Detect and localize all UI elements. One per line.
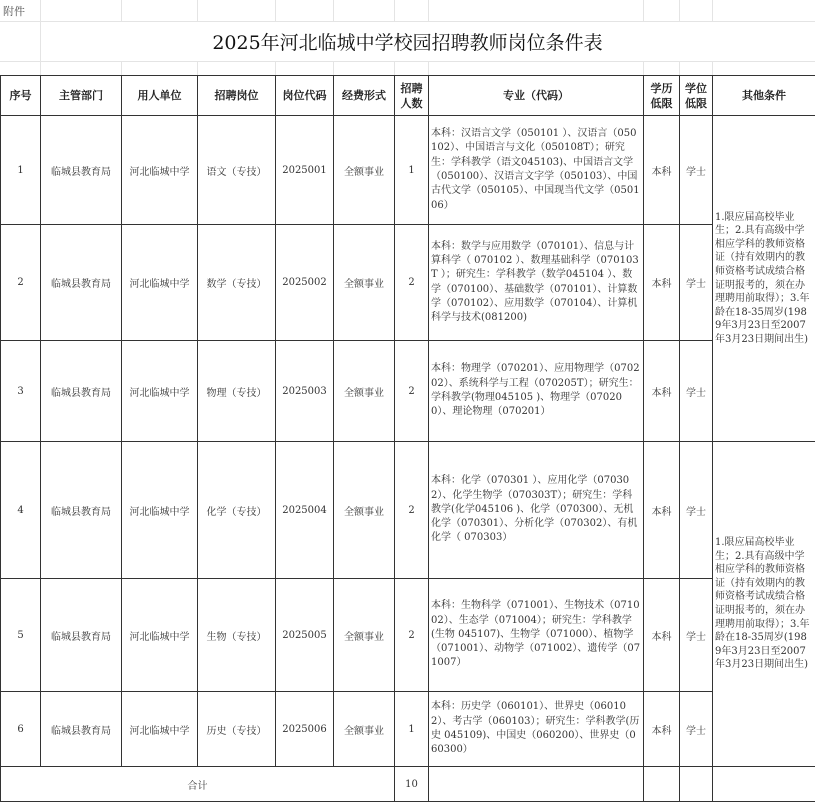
- gridline: [121, 0, 122, 21]
- header-major: 专业（代码）: [429, 76, 644, 116]
- gridline: [712, 61, 713, 75]
- cell-education: 本科: [644, 692, 680, 767]
- gridline: [712, 0, 713, 21]
- gridline: [121, 61, 122, 75]
- header-position: 招聘岗位: [198, 76, 276, 116]
- cell-position: 化学（专技）: [198, 442, 276, 579]
- total-major-empty: [429, 767, 644, 802]
- header-position-code: 岗位代码: [276, 76, 334, 116]
- total-label: 合计: [1, 767, 395, 802]
- cell-department: 临城县教育局: [41, 341, 122, 442]
- gridline: [428, 61, 429, 75]
- cell-seq: 5: [1, 579, 41, 692]
- gridline: [0, 61, 815, 62]
- total-other-empty: [713, 767, 815, 802]
- cell-degree: 学士: [680, 579, 713, 692]
- gridline: [197, 61, 198, 75]
- cell-employer: 河北临城中学: [122, 116, 198, 225]
- cell-department: 临城县教育局: [41, 579, 122, 692]
- cell-position: 生物（专技）: [198, 579, 276, 692]
- total-education-empty: [644, 767, 680, 802]
- header-headcount: 招聘人数: [395, 76, 429, 116]
- cell-headcount: 1: [395, 116, 429, 225]
- cell-position-code: 2025005: [276, 579, 334, 692]
- cell-employer: 河北临城中学: [122, 225, 198, 341]
- cell-degree: 学士: [680, 225, 713, 341]
- cell-seq: 6: [1, 692, 41, 767]
- header-funding: 经费形式: [334, 76, 395, 116]
- table-row: [1, 225, 815, 341]
- cell-education: 本科: [644, 579, 680, 692]
- cell-degree: 学士: [680, 116, 713, 225]
- cell-degree: 学士: [680, 442, 713, 579]
- cell-position: 语文（专技）: [198, 116, 276, 225]
- gridline: [333, 61, 334, 75]
- gridline: [394, 0, 395, 21]
- cell-employer: 河北临城中学: [122, 341, 198, 442]
- gridline: [275, 0, 276, 21]
- cell-funding: 全额事业: [334, 341, 395, 442]
- cell-seq: 1: [1, 116, 41, 225]
- cell-education: 本科: [644, 341, 680, 442]
- cell-degree: 学士: [680, 692, 713, 767]
- cell-position-code: 2025001: [276, 116, 334, 225]
- cell-funding: 全额事业: [334, 116, 395, 225]
- cell-department: 临城县教育局: [41, 442, 122, 579]
- cell-position-code: 2025002: [276, 225, 334, 341]
- cell-other-conditions: 1.限应届高校毕业生；2.具有高级中学相应学科的教师资格证（持有效期内的教师资格考试成绩合格证明报考的，须在办理聘用前取得）；3.年龄在18-35周岁(1989年3月23日至2007年3月23日期间出生): [713, 442, 815, 767]
- cell-funding: 全额事业: [334, 579, 395, 692]
- cell-major: 本科：物理学（070201）、应用物理学（070202）、系统科学与工程（070205T）；研究生：学科教学(物理045105 )、物理学（070200）、理论物理（070201）: [429, 341, 644, 442]
- cell-major: 本科：汉语言文学（050101 ）、汉语言（050102）、中国语言与文化（050108T）；研究生：学科教学（语文045103)、中国语言文学（050100）、汉语言文字学（050103）、中国古代文学（050105）、中国现当代文学（050106）: [429, 116, 644, 225]
- header-seq: 序号: [1, 76, 41, 116]
- cell-position-code: 2025006: [276, 692, 334, 767]
- header-employer: 用人单位: [122, 76, 198, 116]
- total-row: [1, 767, 815, 802]
- cell-education: 本科: [644, 116, 680, 225]
- table-row: [1, 116, 815, 225]
- cell-seq: 4: [1, 442, 41, 579]
- table-row: [1, 692, 815, 767]
- cell-major: 本科：化学（070301 ）、应用化学（070302）、化学生物学（070303T）；研究生：学科教学(化学045106 )、化学（070300）、无机化学（070301）、分析化学（070302）、有机化学（ 070303）: [429, 442, 644, 579]
- cell-major: 本科：生物科学（071001）、生物技术（071002）、生态学（071004）；研究生：学科教学(生物 045107)、生物学（071000）、植物学（071001）、动物学（071002）、遗传学（071007）: [429, 579, 644, 692]
- cell-headcount: 2: [395, 225, 429, 341]
- cell-employer: 河北临城中学: [122, 579, 198, 692]
- cell-position: 历史（专技）: [198, 692, 276, 767]
- cell-education: 本科: [644, 442, 680, 579]
- header-education: 学历低限: [644, 76, 680, 116]
- cell-employer: 河北临城中学: [122, 442, 198, 579]
- gridline: [428, 0, 429, 21]
- cell-position-code: 2025004: [276, 442, 334, 579]
- cell-position: 物理（专技）: [198, 341, 276, 442]
- cell-funding: 全额事业: [334, 225, 395, 341]
- cell-other-conditions: 1.限应届高校毕业生；2.具有高级中学相应学科的教师资格证（持有效期内的教师资格考试成绩合格证明报考的，须在办理聘用前取得）；3.年龄在18-35周岁(1989年3月23日至2007年3月23日期间出生): [713, 116, 815, 442]
- cell-position-code: 2025003: [276, 341, 334, 442]
- cell-funding: 全额事业: [334, 692, 395, 767]
- cell-funding: 全额事业: [334, 442, 395, 579]
- cell-degree: 学士: [680, 341, 713, 442]
- page-title: 2025年河北临城中学校园招聘教师岗位条件表: [0, 21, 815, 61]
- cell-major: 本科：数学与应用数学（070101）、信息与计算科学（ 070102 ）、数理基础科学（070103T ）；研究生：学科教学（数学045104 ）、数学（070100）、基础数学（070101）、计算数学（070102）、应用数学（070104）、计算机科学与技术(081200): [429, 225, 644, 341]
- gridline: [275, 61, 276, 75]
- gridline: [333, 0, 334, 21]
- cell-headcount: 1: [395, 692, 429, 767]
- recruitment-table: [0, 75, 815, 802]
- table-row: [1, 579, 815, 692]
- gridline: [643, 0, 644, 21]
- header-degree: 学位低限: [680, 76, 713, 116]
- cell-department: 临城县教育局: [41, 225, 122, 341]
- total-degree-empty: [680, 767, 713, 802]
- cell-seq: 3: [1, 341, 41, 442]
- attachment-label: 附件: [3, 3, 25, 19]
- cell-position: 数学（专技）: [198, 225, 276, 341]
- cell-headcount: 2: [395, 341, 429, 442]
- cell-education: 本科: [644, 225, 680, 341]
- header-other: 其他条件: [713, 76, 815, 116]
- table-row: [1, 442, 815, 579]
- cell-headcount: 2: [395, 579, 429, 692]
- cell-department: 临城县教育局: [41, 116, 122, 225]
- gridline: [679, 0, 680, 21]
- gridline: [679, 61, 680, 75]
- gridline: [394, 61, 395, 75]
- gridline: [643, 61, 644, 75]
- cell-employer: 河北临城中学: [122, 692, 198, 767]
- table-header-row: [1, 76, 815, 116]
- cell-headcount: 2: [395, 442, 429, 579]
- header-department: 主管部门: [41, 76, 122, 116]
- total-headcount: 10: [395, 767, 429, 802]
- cell-major: 本科：历史学（060101）、世界史（060102）、考古学（060103）；研究生：学科教学(历史 045109)、中国史（060200）、世界史（060300）: [429, 692, 644, 767]
- cell-department: 临城县教育局: [41, 692, 122, 767]
- cell-seq: 2: [1, 225, 41, 341]
- table-row: [1, 341, 815, 442]
- gridline: [197, 0, 198, 21]
